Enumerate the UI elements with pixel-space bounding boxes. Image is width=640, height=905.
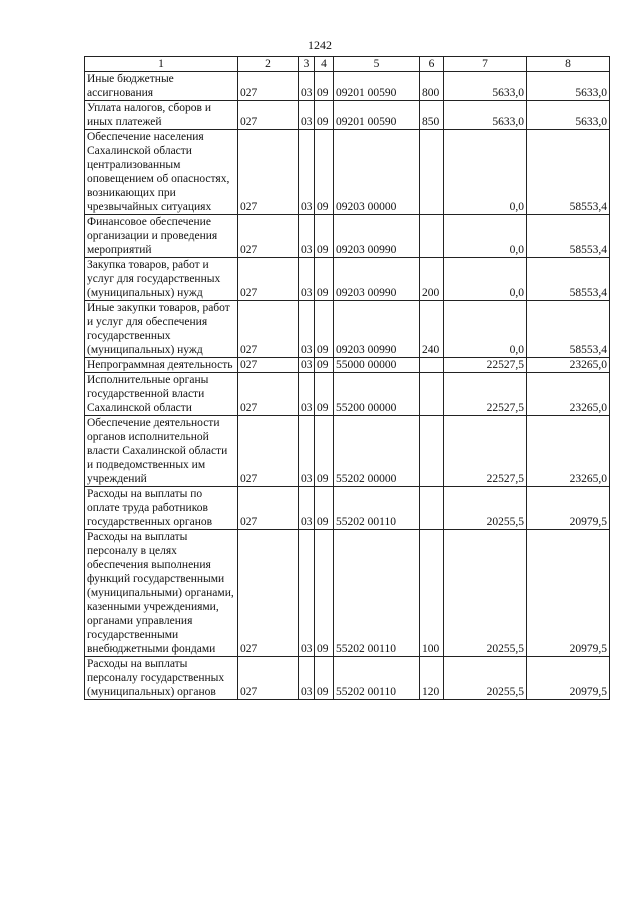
expense-type-cell: 850 <box>420 101 444 130</box>
ministry-code-cell: 027 <box>238 358 299 373</box>
subsection-code-cell: 09 <box>315 416 334 487</box>
section-code-cell: 03 <box>299 101 315 130</box>
table-body <box>85 72 610 700</box>
ministry-code-cell: 027 <box>238 130 299 215</box>
row-name-cell: Расходы на выплаты персоналу в целях обеспечения выполнения функций государственными (муниципальными) органами, казенными учреждениями, органами управления государственными внебюджетными фондами <box>85 530 238 657</box>
target-item-cell: 09203 00000 <box>334 130 420 215</box>
expense-type-cell <box>420 373 444 416</box>
row-name-cell: Расходы на выплаты персоналу государственных (муниципальных) органов <box>85 657 238 700</box>
ministry-code-cell: 027 <box>238 258 299 301</box>
amount-col8-cell: 58553,4 <box>527 258 610 301</box>
row-name-cell: Обеспечение населения Сахалинской области централизованным оповещением об опасностях, возникающих при чрезвычайных ситуациях <box>85 130 238 215</box>
ministry-code-cell: 027 <box>238 657 299 700</box>
target-item-cell: 55202 00000 <box>334 416 420 487</box>
column-header-6: 6 <box>420 57 444 72</box>
section-code-cell: 03 <box>299 487 315 530</box>
subsection-code-cell: 09 <box>315 72 334 101</box>
table-row <box>85 215 610 258</box>
target-item-cell: 55202 00110 <box>334 487 420 530</box>
target-item-cell: 09203 00990 <box>334 215 420 258</box>
section-code-cell: 03 <box>299 530 315 657</box>
subsection-code-cell: 09 <box>315 101 334 130</box>
row-name-cell: Закупка товаров, работ и услуг для государственных (муниципальных) нужд <box>85 258 238 301</box>
row-name-cell: Непрограммная деятельность <box>85 358 238 373</box>
table-row <box>85 101 610 130</box>
target-item-cell: 55000 00000 <box>334 358 420 373</box>
table-row <box>85 130 610 215</box>
amount-col7-cell: 0,0 <box>444 301 527 358</box>
section-code-cell: 03 <box>299 373 315 416</box>
amount-col8-cell: 58553,4 <box>527 301 610 358</box>
target-item-cell: 09201 00590 <box>334 101 420 130</box>
subsection-code-cell: 09 <box>315 215 334 258</box>
amount-col7-cell: 20255,5 <box>444 657 527 700</box>
amount-col8-cell: 20979,5 <box>527 530 610 657</box>
target-item-cell: 09201 00590 <box>334 72 420 101</box>
subsection-code-cell: 09 <box>315 657 334 700</box>
section-code-cell: 03 <box>299 657 315 700</box>
column-header-4: 4 <box>315 57 334 72</box>
amount-col7-cell: 5633,0 <box>444 72 527 101</box>
table-row <box>85 487 610 530</box>
expense-type-cell <box>420 215 444 258</box>
row-name-cell: Иные закупки товаров, работ и услуг для обеспечения государственных (муниципальных) нужд <box>85 301 238 358</box>
target-item-cell: 55202 00110 <box>334 657 420 700</box>
column-header-7: 7 <box>444 57 527 72</box>
column-header-2: 2 <box>238 57 299 72</box>
column-header-3: 3 <box>299 57 315 72</box>
expense-type-cell <box>420 487 444 530</box>
column-header-8: 8 <box>527 57 610 72</box>
section-code-cell: 03 <box>299 416 315 487</box>
table-row <box>85 72 610 101</box>
ministry-code-cell: 027 <box>238 487 299 530</box>
subsection-code-cell: 09 <box>315 373 334 416</box>
subsection-code-cell: 09 <box>315 258 334 301</box>
expense-type-cell: 100 <box>420 530 444 657</box>
row-name-cell: Обеспечение деятельности органов исполнительной власти Сахалинской области и подведомственных им учреждений <box>85 416 238 487</box>
amount-col7-cell: 0,0 <box>444 258 527 301</box>
amount-col7-cell: 0,0 <box>444 215 527 258</box>
column-header-5: 5 <box>334 57 420 72</box>
row-name-cell: Иные бюджетные ассигнования <box>85 72 238 101</box>
expense-type-cell: 240 <box>420 301 444 358</box>
section-code-cell: 03 <box>299 358 315 373</box>
amount-col7-cell: 22527,5 <box>444 358 527 373</box>
section-code-cell: 03 <box>299 258 315 301</box>
subsection-code-cell: 09 <box>315 301 334 358</box>
subsection-code-cell: 09 <box>315 530 334 657</box>
budget-table <box>84 56 610 700</box>
expense-type-cell: 200 <box>420 258 444 301</box>
ministry-code-cell: 027 <box>238 101 299 130</box>
table-row <box>85 358 610 373</box>
amount-col8-cell: 58553,4 <box>527 215 610 258</box>
ministry-code-cell: 027 <box>238 215 299 258</box>
row-name-cell: Уплата налогов, сборов и иных платежей <box>85 101 238 130</box>
amount-col8-cell: 20979,5 <box>527 657 610 700</box>
subsection-code-cell: 09 <box>315 130 334 215</box>
ministry-code-cell: 027 <box>238 301 299 358</box>
expense-type-cell <box>420 130 444 215</box>
table-row <box>85 530 610 657</box>
amount-col7-cell: 22527,5 <box>444 416 527 487</box>
amount-col8-cell: 5633,0 <box>527 72 610 101</box>
expense-type-cell <box>420 416 444 487</box>
target-item-cell: 55200 00000 <box>334 373 420 416</box>
target-item-cell: 55202 00110 <box>334 530 420 657</box>
header-row <box>85 57 610 72</box>
table-row <box>85 373 610 416</box>
table-row <box>85 258 610 301</box>
amount-col8-cell: 58553,4 <box>527 130 610 215</box>
section-code-cell: 03 <box>299 215 315 258</box>
amount-col7-cell: 5633,0 <box>444 101 527 130</box>
amount-col7-cell: 20255,5 <box>444 530 527 657</box>
column-header-1: 1 <box>85 57 238 72</box>
row-name-cell: Исполнительные органы государственной власти Сахалинской области <box>85 373 238 416</box>
section-code-cell: 03 <box>299 72 315 101</box>
row-name-cell: Финансовое обеспечение организации и проведения мероприятий <box>85 215 238 258</box>
table-row <box>85 657 610 700</box>
target-item-cell: 09203 00990 <box>334 258 420 301</box>
row-name-cell: Расходы на выплаты по оплате труда работников государственных органов <box>85 487 238 530</box>
ministry-code-cell: 027 <box>238 416 299 487</box>
amount-col8-cell: 5633,0 <box>527 101 610 130</box>
subsection-code-cell: 09 <box>315 487 334 530</box>
page-number: 1242 <box>308 38 332 52</box>
amount-col8-cell: 23265,0 <box>527 373 610 416</box>
target-item-cell: 09203 00990 <box>334 301 420 358</box>
expense-type-cell: 120 <box>420 657 444 700</box>
table-row <box>85 416 610 487</box>
amount-col7-cell: 22527,5 <box>444 373 527 416</box>
expense-type-cell: 800 <box>420 72 444 101</box>
ministry-code-cell: 027 <box>238 530 299 657</box>
ministry-code-cell: 027 <box>238 373 299 416</box>
amount-col7-cell: 20255,5 <box>444 487 527 530</box>
amount-col7-cell: 0,0 <box>444 130 527 215</box>
section-code-cell: 03 <box>299 130 315 215</box>
amount-col8-cell: 23265,0 <box>527 416 610 487</box>
subsection-code-cell: 09 <box>315 358 334 373</box>
ministry-code-cell: 027 <box>238 72 299 101</box>
amount-col8-cell: 20979,5 <box>527 487 610 530</box>
table-row <box>85 301 610 358</box>
section-code-cell: 03 <box>299 301 315 358</box>
expense-type-cell <box>420 358 444 373</box>
amount-col8-cell: 23265,0 <box>527 358 610 373</box>
